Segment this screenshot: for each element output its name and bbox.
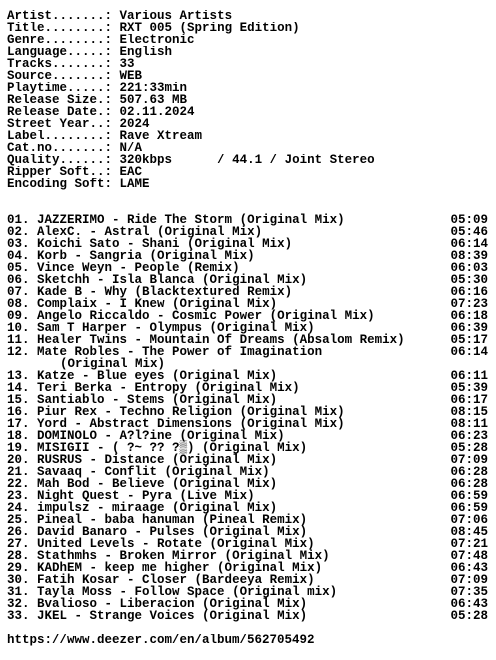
track-duration: 05:09 (450, 213, 488, 227)
meta-row (7, 22, 491, 34)
track-number: 02. (7, 225, 30, 239)
track-title: Angelo Riccaldo - Cosmic Power (Original Mix) (37, 309, 375, 323)
meta-key: Genre........: (7, 34, 113, 46)
track-title: Korb - Sangria (Original Mix) (37, 249, 255, 263)
track-number: 19. (7, 441, 30, 455)
track-duration: 06:16 (450, 285, 488, 299)
track-number: 24. (7, 501, 30, 515)
track-number: 15. (7, 393, 30, 407)
release-metadata (7, 10, 491, 190)
track-title: Fatih Kosar - Closer (Bardeeya Remix) (37, 573, 315, 587)
track-number: 33. (7, 609, 30, 623)
meta-row (7, 70, 491, 82)
meta-row (7, 130, 491, 142)
track-duration: 06:03 (450, 261, 488, 275)
meta-row (7, 178, 491, 190)
meta-key: Tracks.......: (7, 58, 113, 70)
track-duration: 07:09 (450, 573, 488, 587)
track-duration: 06:14 (450, 237, 488, 251)
track-number: 22. (7, 477, 30, 491)
track-number: 14. (7, 381, 30, 395)
track-number: 05. (7, 261, 30, 275)
meta-value: EAC (119, 166, 143, 178)
track-number: 23. (7, 489, 30, 503)
meta-key: Label........: (7, 130, 113, 142)
track-number: 12. (7, 345, 30, 359)
meta-value: N/A (119, 142, 143, 154)
track-number: 01. (7, 213, 30, 227)
track-number: 06. (7, 273, 30, 287)
track-title: Mate Robles - The Power of Imagination (37, 345, 323, 359)
track-number: 20. (7, 453, 30, 467)
track-title: Complaix - I Knew (Original Mix) (37, 297, 278, 311)
track-number: 29. (7, 561, 30, 575)
track-title: Katze - Blue eyes (Original Mix) (37, 369, 278, 383)
track-row (7, 610, 491, 622)
track-number: 11. (7, 333, 30, 347)
track-title: Sam T Harper - Olympus (Original Mix) (37, 321, 315, 335)
meta-row (7, 154, 491, 166)
track-duration: 08:15 (450, 405, 488, 419)
track-title: AlexC. - Astral (Original Mix) (37, 225, 263, 239)
meta-row (7, 34, 491, 46)
track-title: RUSRUS - Distance (Original Mix) (37, 453, 278, 467)
track-number: 08. (7, 297, 30, 311)
track-title: Tayla Moss - Follow Space (Original mix) (37, 585, 338, 599)
meta-value: WEB (119, 70, 143, 82)
meta-value: LAME (119, 178, 150, 190)
track-number: 04. (7, 249, 30, 263)
track-number: 03. (7, 237, 30, 251)
meta-row (7, 106, 491, 118)
track-item (7, 346, 491, 370)
meta-row (7, 58, 491, 70)
track-title: Teri Berka - Entropy (Original Mix) (37, 381, 300, 395)
track-duration: 07:23 (450, 297, 488, 311)
meta-key: Artist.......: (7, 10, 113, 22)
track-title: DOMINOLO - A?l?ine (Original Mix) (37, 429, 285, 443)
track-title: Santiablo - Stems (Original Mix) (37, 393, 278, 407)
track-duration: 05:46 (450, 225, 488, 239)
track-duration: 06:18 (450, 309, 488, 323)
track-number: 10. (7, 321, 30, 335)
track-title: Piur Rex - Techno Religion (Original Mix) (37, 405, 345, 419)
track-number: 28. (7, 549, 30, 563)
track-title: Sketchh - Isla Blanca (Original Mix) (37, 273, 308, 287)
track-number: 07. (7, 285, 30, 299)
track-title: MISIGII - ( ?~ ?? ?▒) (Original Mix) (37, 441, 308, 455)
track-number: 13. (7, 369, 30, 383)
meta-key: Release Size.: (7, 94, 113, 106)
track-duration: 05:39 (450, 381, 488, 395)
track-title: Night Quest - Pyra (Live Mix) (37, 489, 255, 503)
meta-key: Title........: (7, 22, 113, 34)
track-number: 21. (7, 465, 30, 479)
track-duration: 06:59 (450, 489, 488, 503)
track-number: 18. (7, 429, 30, 443)
meta-key: Encoding Soft: (7, 178, 113, 190)
meta-value: 02.11.2024 (119, 106, 195, 118)
track-title: Koichi Sato - Shani (Original Mix) (37, 237, 293, 251)
section-gap (7, 190, 491, 214)
section-gap (7, 622, 491, 634)
track-duration: 06:39 (450, 321, 488, 335)
track-title: impulsz - miraage (Original Mix) (37, 501, 278, 515)
track-duration: 08:45 (450, 525, 488, 539)
track-number: 25. (7, 513, 30, 527)
track-duration: 06:17 (450, 393, 488, 407)
meta-row (7, 46, 491, 58)
meta-key: Street Year..: (7, 118, 113, 130)
meta-value: RXT 005 (Spring Edition) (119, 22, 300, 34)
meta-value: 221:33min (119, 82, 188, 94)
track-title: Mah Bod - Believe (Original Mix) (37, 477, 278, 491)
meta-value: Rave Xtream (119, 130, 203, 142)
tracklist (7, 214, 491, 622)
track-title: Pineal - baba hanuman (Pineal Remix) (37, 513, 308, 527)
meta-key: Source.......: (7, 70, 113, 82)
track-number: 26. (7, 525, 30, 539)
track-number: 27. (7, 537, 30, 551)
track-duration: 06:43 (450, 561, 488, 575)
meta-row (7, 10, 491, 22)
track-number: 30. (7, 573, 30, 587)
track-duration: 05:28 (450, 441, 488, 455)
meta-value: English (119, 46, 173, 58)
track-duration: 07:21 (450, 537, 488, 551)
track-duration: 07:09 (450, 453, 488, 467)
track-title: Bvalioso - Liberacion (Original Mix) (37, 597, 308, 611)
meta-key: Release Date.: (7, 106, 113, 118)
track-title: Yord - Abstract Dimensions (Original Mix) (37, 417, 345, 431)
meta-key: Ripper Soft..: (7, 166, 113, 178)
meta-value: 507.63 MB (119, 94, 188, 106)
release-info-sheet (7, 10, 491, 646)
track-title: KADhEM - keep me higher (Original Mix) (37, 561, 323, 575)
meta-row (7, 82, 491, 94)
meta-value: 320kbps / 44.1 / Joint Stereo (119, 154, 375, 166)
track-duration: 05:30 (450, 273, 488, 287)
meta-value: Electronic (119, 34, 195, 46)
meta-value: Various Artists (119, 10, 233, 22)
meta-row (7, 142, 491, 154)
track-number: 31. (7, 585, 30, 599)
track-duration: 05:28 (450, 609, 488, 623)
track-title: Healer Twins - Mountain Of Dreams (Absalom Remix) (37, 333, 405, 347)
meta-row (7, 94, 491, 106)
track-title-continuation: (Original Mix) (60, 357, 166, 371)
track-duration: 06:11 (450, 369, 488, 383)
track-title: Vince Weyn - People (Remix) (37, 261, 240, 275)
track-title: Savaaq - Conflit (Original Mix) (37, 465, 270, 479)
track-duration: 08:11 (450, 417, 488, 431)
track-duration: 06:28 (450, 477, 488, 491)
track-row (7, 346, 491, 358)
track-duration: 08:39 (450, 249, 488, 263)
track-title: Kade B - Why (Blacktextured Remix) (37, 285, 293, 299)
meta-key: Cat.no.......: (7, 142, 113, 154)
meta-row (7, 118, 491, 130)
track-number: 09. (7, 309, 30, 323)
track-duration: 07:48 (450, 549, 488, 563)
track-number: 17. (7, 417, 30, 431)
track-duration: 06:23 (450, 429, 488, 443)
meta-key: Playtime.....: (7, 82, 113, 94)
track-duration: 07:35 (450, 585, 488, 599)
track-duration: 06:14 (450, 345, 488, 359)
meta-value: 33 (119, 58, 135, 70)
track-title: David Banaro - Pulses (Original Mix) (37, 525, 308, 539)
track-title: United Levels - Rotate (Original Mix) (37, 537, 315, 551)
meta-value: 2024 (119, 118, 150, 130)
track-duration: 06:43 (450, 597, 488, 611)
meta-key: Quality......: (7, 154, 113, 166)
track-title: Stathmhs - Broken Mirror (Original Mix) (37, 549, 330, 563)
track-duration: 06:59 (450, 501, 488, 515)
source-url[interactable]: https://www.deezer.com/en/album/562705492 (7, 634, 315, 646)
track-title: JAZZERIMO - Ride The Storm (Original Mix) (37, 213, 345, 227)
track-title: JKEL - Strange Voices (Original Mix) (37, 609, 308, 623)
track-number: 16. (7, 405, 30, 419)
track-duration: 06:28 (450, 465, 488, 479)
track-duration: 07:06 (450, 513, 488, 527)
meta-key: Language.....: (7, 46, 113, 58)
track-number: 32. (7, 597, 30, 611)
meta-row (7, 166, 491, 178)
track-item (7, 610, 491, 622)
track-duration: 05:17 (450, 333, 488, 347)
